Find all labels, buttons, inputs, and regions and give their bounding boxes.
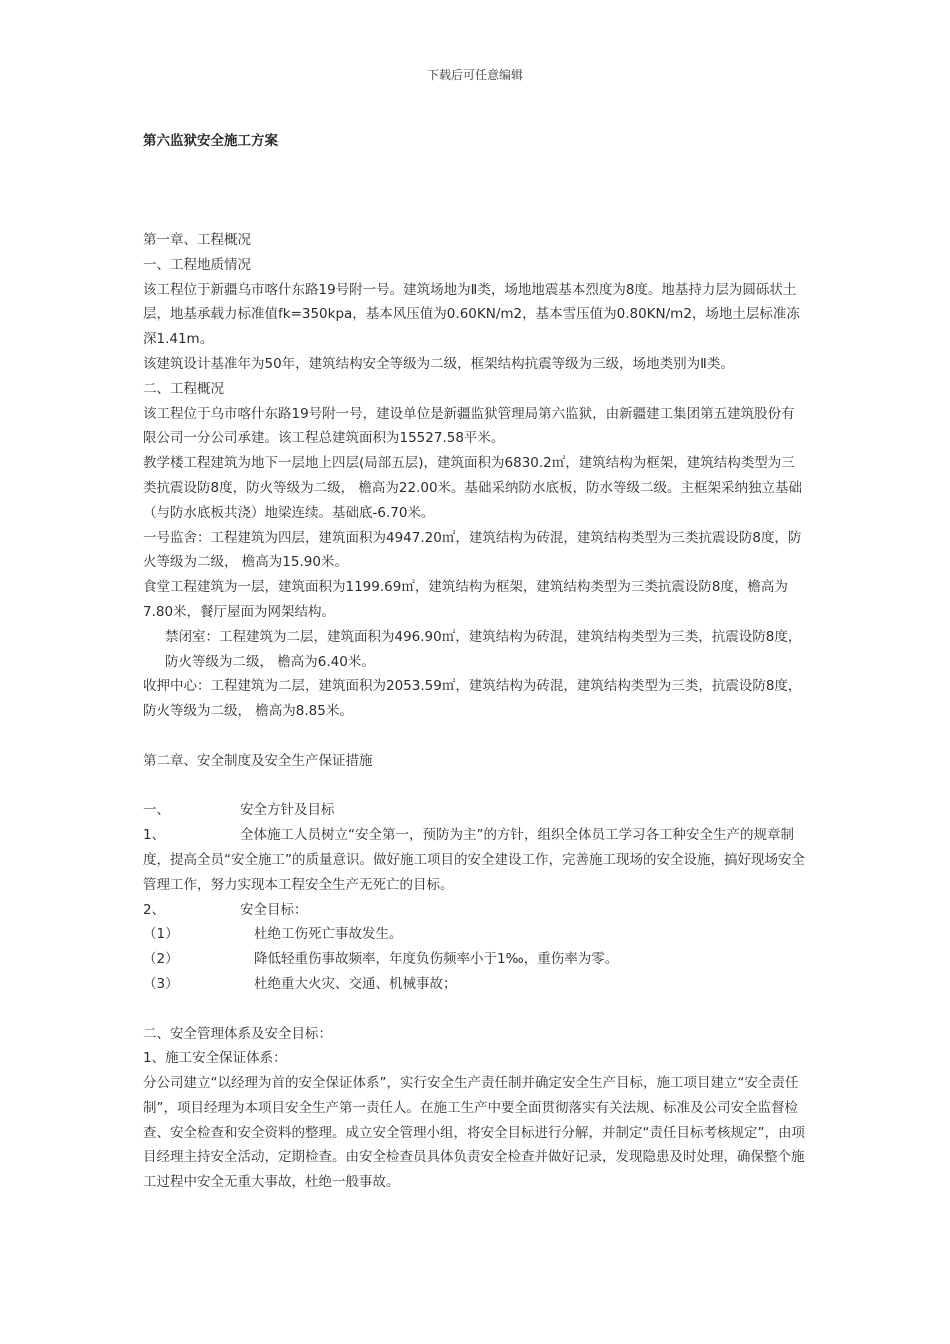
section-overview-heading: 二、工程概况 bbox=[143, 380, 224, 397]
paragraph-dormitory-1: 一号监舍：工程建筑为四层，建筑面积为4947.20㎡，建筑结构为砖混，建筑结构类型为三类抗震设防8度，防火等级为二级， 檐高为15.90米。 bbox=[143, 529, 802, 571]
chapter-2-heading: 第二章、安全制度及安全生产保证措施 bbox=[143, 752, 373, 769]
paragraph-overview: 该工程位于乌市喀什东路19号附一号，建设单位是新疆监狱管理局第六监狱，由新疆建工集团第五建筑股份有限公司一分公司承建。该工程总建筑面积为15527.58平米。 bbox=[143, 405, 795, 447]
section-geology-heading: 一、工程地质情况 bbox=[143, 256, 251, 273]
document-body bbox=[143, 228, 808, 1195]
sub-item-number: （2） bbox=[143, 951, 179, 968]
spacer bbox=[143, 724, 808, 749]
sub-item-text: 降低轻重伤事故频率，年度负伤频率小于1‰，重伤率为零。 bbox=[254, 951, 619, 968]
paragraph-canteen: 食堂工程建筑为一层，建筑面积为1199.69㎡，建筑结构为框架，建筑结构类型为三类抗震设防8度，檐高为7.80米，餐厅屋面为网架结构。 bbox=[143, 579, 788, 620]
sub-item-number: （3） bbox=[143, 975, 179, 992]
sub-item-2 bbox=[143, 947, 808, 972]
paragraph-design-basis: 该建筑设计基准年为50年，建筑结构安全等级为二级，框架结构抗震等级为三级，场地类别为Ⅱ类。 bbox=[143, 355, 734, 372]
sub-item-3 bbox=[143, 972, 808, 997]
section-management-heading: 二、安全管理体系及安全目标： bbox=[143, 1025, 332, 1042]
policy-section-heading bbox=[143, 798, 808, 823]
header-note: 下载后可任意编辑 bbox=[426, 68, 523, 82]
spacer bbox=[143, 997, 808, 1022]
paragraph-confinement: 禁闭室：工程建筑为二层，建筑面积为496.90㎡，建筑结构为砖混，建筑结构类型为三类，抗震设防8度，防火等级为二级， 檐高为6.40米。 bbox=[165, 628, 802, 670]
sub-item-1 bbox=[143, 922, 808, 947]
sub-item-text: 杜绝工伤死亡事故发生。 bbox=[254, 926, 403, 943]
paragraph-guarantee-system: 分公司建立“以经理为首的安全保证体系”，实行安全生产责任制并确定安全生产目标，施工项目建立“安全责任制”，项目经理为本项目安全生产第一责任人。在施工生产中要全面贯彻落实有关法规、标准及公司安全监督检查、安全检查和安全资料的整理。成立安全管理小组，将安全目标进行分解，并制定“责任目标考核规定”，由项目经理主持安全活动，定期检查。由安全检查员具体负责安全检查并做好记录，发现隐患及时处理，确保整个施工过程中安全无重大事故，杜绝一般事故。 bbox=[143, 1075, 805, 1191]
spacer bbox=[143, 774, 808, 799]
item-text: 安全目标： bbox=[240, 901, 308, 918]
chapter-1-heading: 第一章、工程概况 bbox=[143, 232, 251, 248]
paragraph-geology: 该工程位于新疆乌市喀什东路19号附一号。建筑场地为Ⅱ类，场地地震基本烈度为8度。地基持力层为圆砾状土层，地基承载力标准值fk=350kpa，基本风压值为0.60KN/m2，基本雪压值为0.80KN/m2，场地土层标准冻深1.41m。 bbox=[143, 281, 800, 348]
subsection-guarantee-system: 1、施工安全保证体系： bbox=[143, 1050, 287, 1067]
sub-item-number: （1） bbox=[143, 926, 179, 943]
section-text: 安全方针及目标 bbox=[240, 802, 335, 819]
sub-item-text: 杜绝重大火灾、交通、机械事故； bbox=[254, 975, 457, 992]
paragraph-detention-center: 收押中心：工程建筑为二层，建筑面积为2053.59㎡，建筑结构为砖混，建筑结构类型为三类，抗震设防8度，防火等级为二级， 檐高为8.85米。 bbox=[143, 678, 802, 720]
item-1-text: 全体施工人员树立“安全第一，预防为主”的方针，组织全体员工学习各工种安全生产的规章制度，提高全员“安全施工”的质量意识。做好施工项目的安全建设工作，完善施工现场的安全设施，搞好现场安全管理工作，努力实现本工程安全生产无死亡的目标。 bbox=[143, 827, 805, 893]
paragraph-teaching-building: 教学楼工程建筑为地下一层地上四层(局部五层)，建筑面积为6830.2㎡，建筑结构为框架，建筑结构类型为三类抗震设防8度，防火等级为二级， 檐高为22.00米。基础采纳防水底板，防水等级二级。主框架采纳独立基础（与防水底板共浇）地梁连续。基础底-6.70米。 bbox=[143, 455, 803, 521]
item-number: 2、 bbox=[143, 901, 166, 918]
document-title: 第六监狱安全施工方案 bbox=[143, 133, 278, 149]
item-number: 1、 bbox=[143, 827, 166, 844]
section-number: 一、 bbox=[143, 802, 170, 819]
list-item-2 bbox=[143, 898, 808, 923]
